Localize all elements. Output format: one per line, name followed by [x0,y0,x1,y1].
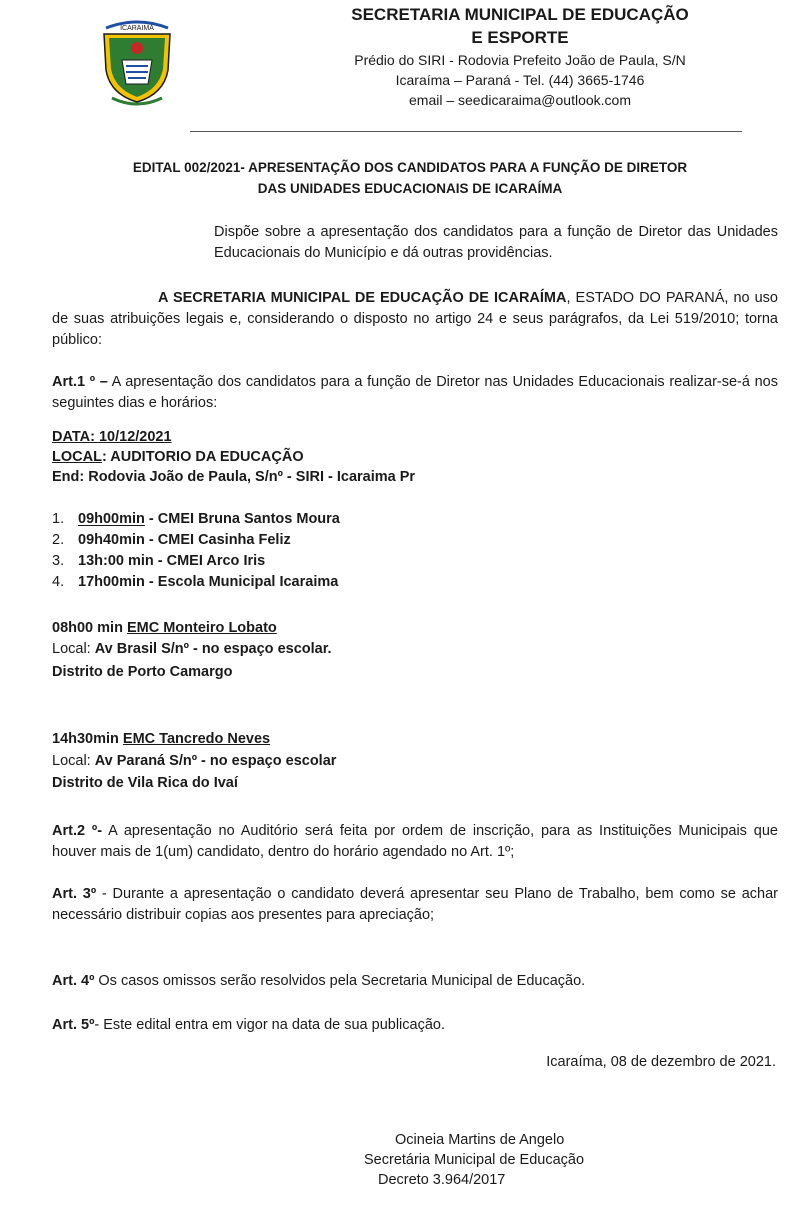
date-place: Icaraíma, 08 de dezembro de 2021. [546,1054,776,1070]
list-item-time: 17h00min [78,574,145,590]
block1-time: 08h00 min [52,620,127,636]
list-item [52,532,291,548]
list-item [52,553,265,569]
article-4 [52,971,778,992]
block2-heading [52,731,270,747]
article-5-text: - Este edital entra em vigor na data de sua publicação. [94,1017,446,1033]
signature-name: Ocineia Martins de Angelo [395,1132,565,1148]
block1-school: EMC Monteiro Lobato [126,620,277,636]
block2-local-label: Local: [52,753,95,769]
article-2-label: Art.2 º- [52,823,103,839]
event-address: End: Rodovia João de Paula, S/nº - SIRI - Icaraima Pr [52,469,416,485]
list-item-number: 4. [52,574,65,590]
edital-title-line1: EDITAL 002/2021- APRESENTAÇÃO DOS CANDIDATOS PARA A FUNÇÃO DE DIRETOR [132,160,688,175]
block1-local [52,641,332,657]
signature-decree: Decreto 3.964/2017 [378,1172,506,1188]
block1-local-value: Av Brasil S/nº - no espaço escolar. [94,641,332,657]
list-item-time: 13h:00 min [78,553,154,569]
event-local-label: LOCAL [52,449,102,465]
block1-district: Distrito de Porto Camargo [52,664,233,680]
article-1-label: Art.1 º – [52,374,108,390]
event-local [52,449,304,465]
header-title-line2: E ESPORTE [471,28,569,47]
article-4-text: Os casos omissos serão resolvidos pela Secretaria Municipal de Educação. [94,973,586,989]
list-item [52,511,340,527]
preamble-paragraph [52,288,778,351]
list-item-number: 2. [52,532,65,548]
list-item-number: 1. [52,511,65,527]
event-local-value: : AUDITORIO DA EDUCAÇÃO [101,449,304,465]
list-item-place: - Escola Municipal Icaraima [144,574,339,590]
edital-ementa: Dispõe sobre a apresentação dos candidatos para a função de Diretor das Unidades Educacionais do Município e dá outras providências. [214,224,778,261]
list-item-place: - CMEI Bruna Santos Moura [144,511,340,527]
article-5 [52,1015,778,1036]
list-item-place: - CMEI Casinha Feliz [144,532,291,548]
block1-heading [52,620,277,636]
article-1-text: A apresentação dos candidatos para a função de Diretor nas Unidades Educacionais realizar-se-á nos seguintes dias e horários: [52,374,778,411]
article-2-text: A apresentação no Auditório será feita por ordem de inscrição, para as Instituições Municipais que houver mais de 1(um) candidato, dentro do horário agendado no Art. 1º; [52,823,778,860]
article-1 [52,372,778,414]
header-email: email – seedicaraima@outlook.com [409,92,631,108]
header-address-line1: Prédio do SIRI - Rodovia Prefeito João de Paula, S/N [354,52,686,68]
article-5-label: Art. 5º [52,1017,95,1033]
list-item-time: 09h00min [78,511,145,527]
header-address-line2: Icaraíma – Paraná - Tel. (44) 3665-1746 [395,72,645,88]
list-item [52,574,338,590]
list-item-number: 3. [52,553,65,569]
block1-local-label: Local: [52,641,95,657]
block2-time: 14h30min [52,731,123,747]
event-date: DATA: 10/12/2021 [52,429,172,445]
article-2 [52,821,778,863]
block2-school: EMC Tancredo Neves [122,731,271,747]
header-divider [190,131,742,132]
article-3-text: - Durante a apresentação o candidato deverá apresentar seu Plano de Trabalho, bem como se achar necessário distribuir copias aos presentes para apreciação; [52,886,778,923]
article-3 [52,884,778,926]
block2-local-value: Av Paraná S/nº - no espaço escolar [94,753,337,769]
preamble-rest: , ESTADO DO PARANÁ, no uso de suas atribuições legais e, considerando o disposto no artigo 24 e seus parágrafos, da Lei 519/2010; torna público: [52,290,778,348]
svg-text:ICARAIMA: ICARAIMA [120,25,154,32]
article-4-label: Art. 4º [52,973,95,989]
article-3-label: Art. 3º [52,886,97,902]
preamble-bold: A SECRETARIA MUNICIPAL DE EDUCAÇÃO DE ICARAÍMA [158,290,567,306]
header-title-line1: SECRETARIA MUNICIPAL DE EDUCAÇÃO [351,5,689,24]
edital-title-line2: DAS UNIDADES EDUCACIONAIS DE ICARAÍMA [257,181,563,196]
block2-local [52,753,336,769]
list-item-place: - CMEI Arco Iris [153,553,266,569]
municipal-seal-logo [92,14,182,106]
block2-district: Distrito de Vila Rica do Ivaí [52,775,238,791]
list-item-time: 09h40min [78,532,145,548]
signature-role: Secretária Municipal de Educação [364,1152,585,1168]
